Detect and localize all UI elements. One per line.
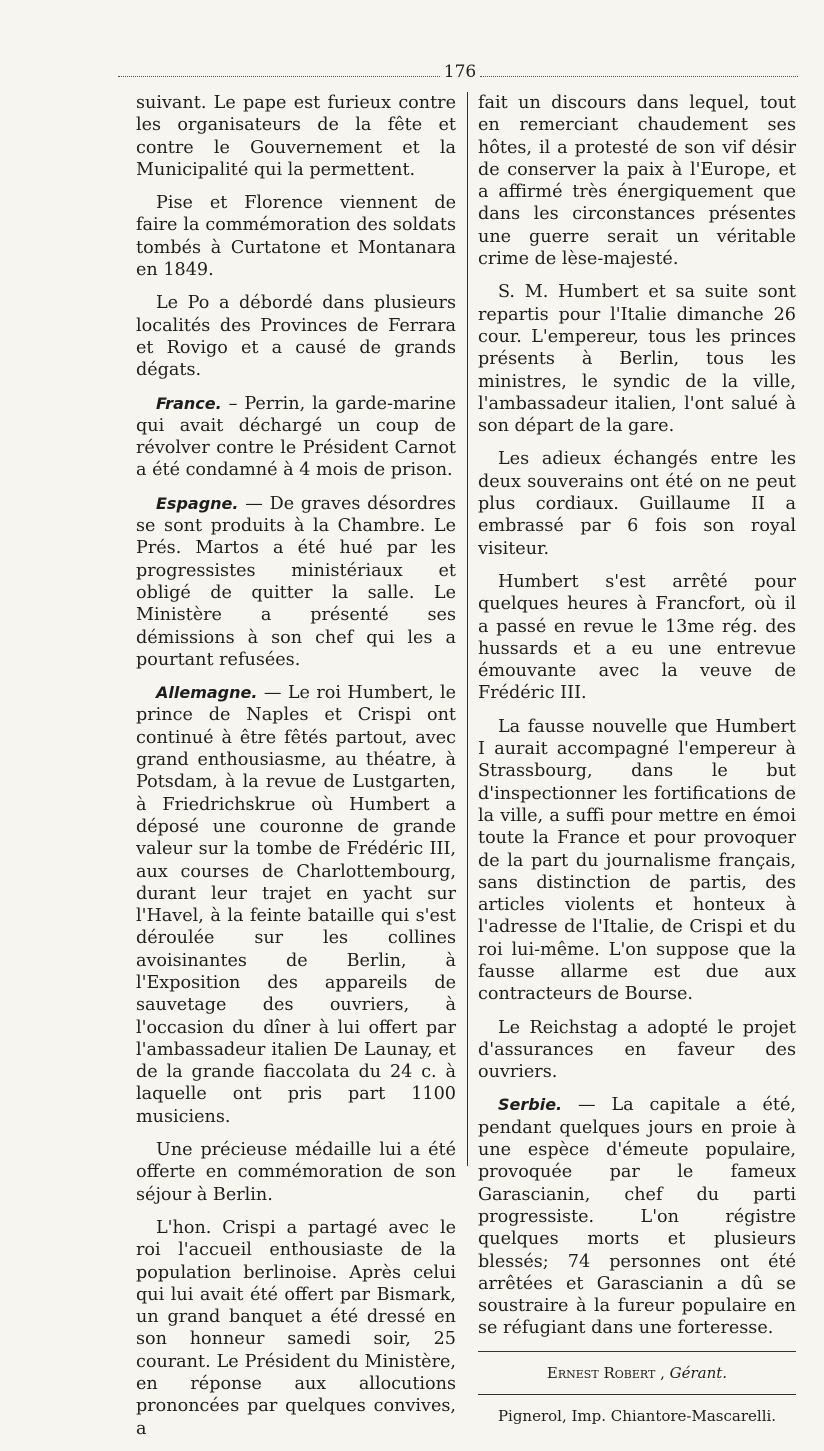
news-item-france: France. – Perrin, la garde-marine qui avait déchargé un coup de révolver contre le Président Carnot a été condamné à 4 mois de prison. <box>136 393 456 481</box>
news-item-serbie: Serbie. — La capitale a été, pendant quelques jours en proie à une espèce d'émeute populaire, provoquée par le fameux Garascianin, chef du parti progressiste. L'on régistre quelques morts et plusieurs blessés; 74 personnes ont été arrêtées et Garascianin a dû se soustraire à la fureur populaire en se réfugiant dans une forteresse. <box>478 1095 796 1339</box>
page-header <box>118 60 798 90</box>
signature-name: Ernest Robert <box>546 1363 656 1382</box>
paragraph: Humbert s'est arrêté pour quelques heures à Francfort, où il a passé en revue le 13me rég. des hussards et a eu une entrevue émouvante avec la veuve de Frédéric III. <box>478 571 796 704</box>
paragraph: Les adieux échangés entre les deux souverains ont été on ne peut plus cordiaux. Guillaume II a embrassé par 6 fois son royal visiteur. <box>478 449 796 559</box>
paragraph: Pise et Florence viennent de faire la commémoration des soldats tombés à Curtatone et Montanara en 1849. <box>136 193 456 281</box>
news-item-espagne: Espagne. — De graves désordres se sont produits à la Chambre. Le Prés. Martos a été hué par les progressistes ministériaux et obligé de quitter la salle. Le Ministère a présenté ses démissions à son chef qui les a pourtant refusées. <box>136 493 456 670</box>
signature-role: Gérant. <box>669 1363 728 1382</box>
end-rule <box>478 1394 796 1395</box>
right-column <box>478 92 796 1427</box>
column-divider <box>467 92 468 1166</box>
left-column <box>136 92 456 1451</box>
news-item-allemagne: Allemagne. — Le roi Humbert, le prince de Naples et Crispi ont continué à être fêtés partout, avec grand enthousiasme, au théatre, à Potsdam, à la revue de Lustgarten, à Friedrichskrue où Humbert a déposé une couronne de grande valeur sur la tombe de Frédéric III, aux courses de Charlottembourg, durant leur trajet en yacht sur l'Havel, à la feinte bataille qui s'est déroulée sur les collines avoisinantes de Berlin, à l'Exposition des appareils de sauvetage des ouvriers, à l'occasion du dîner à lui offert par l'ambassadeur italien De Launay, et de la grande fiaccolata du 24 c. à laquelle ont pris part 1100 musiciens. <box>136 683 456 1127</box>
paragraph: Le Reichstag a adopté le projet d'assurances en faveur des ouvriers. <box>478 1017 796 1083</box>
header-rule-left <box>118 76 440 77</box>
printer-imprint: Pignerol, Imp. Chiantore-Mascarelli. <box>497 1407 777 1426</box>
page-number: 176 <box>443 62 477 82</box>
end-rule <box>478 1351 796 1352</box>
header-rule-right <box>480 76 798 77</box>
signature: Ernest Robert , Gérant. <box>546 1363 728 1382</box>
paragraph: fait un discours dans lequel, tout en remerciant chaudement ses hôtes, il a protesté de son vif désir de conserver la paix à l'Europe, et a affirmé très énergiquement que dans les circonstances présentes une guerre serait un véritable crime de lèse-majesté. <box>478 93 796 270</box>
paragraph: La fausse nouvelle que Humbert I aurait accompagné l'empereur à Strassbourg, dans le but d'inspectionner les fortifications de la ville, a suffi pour mettre en émoi toute la France et pour provoquer de la part du journalisme français, sans distinction de partis, des articles violents et honteux à l'adresse de l'Italie, de Crispi et du roi lui-même. L'on suppose que la fausse allarme est due aux contracteurs de Bourse. <box>478 716 796 1005</box>
country-heading: France. <box>156 393 222 413</box>
paragraph: S. M. Humbert et sa suite sont repartis pour l'Italie dimanche 26 cour. L'empereur, tous les princes présents à Berlin, tous les ministres, le syndic de la ville, l'ambassadeur italien, l'ont salué à son départ de la gare. <box>478 282 796 437</box>
country-heading: Allemagne. <box>156 683 258 703</box>
country-heading: Espagne. <box>156 493 239 513</box>
country-heading: Serbie. <box>498 1095 563 1115</box>
paragraph: suivant. Le pape est furieux contre les organisateurs de la fête et contre le Gouvernement et la Municipalité qui la permettent. <box>136 93 456 180</box>
paragraph: Une précieuse médaille lui a été offerte en commémoration de son séjour à Berlin. <box>136 1140 456 1205</box>
paragraph: Le Po a débordé dans plusieurs localités des Provinces de Ferrara et Rovigo et a causé de grands dégats. <box>136 293 456 381</box>
paragraph: L'hon. Crispi a partagé avec le roi l'accueil enthousiaste de la population berlinoise. Après celui qui lui avait été offert par Bismark, un grand banquet a été dressé en son honneur samedi soir, 25 courant. Le Président du Ministère, en réponse aux allocutions prononcées par quelques convives, a <box>136 1217 456 1439</box>
